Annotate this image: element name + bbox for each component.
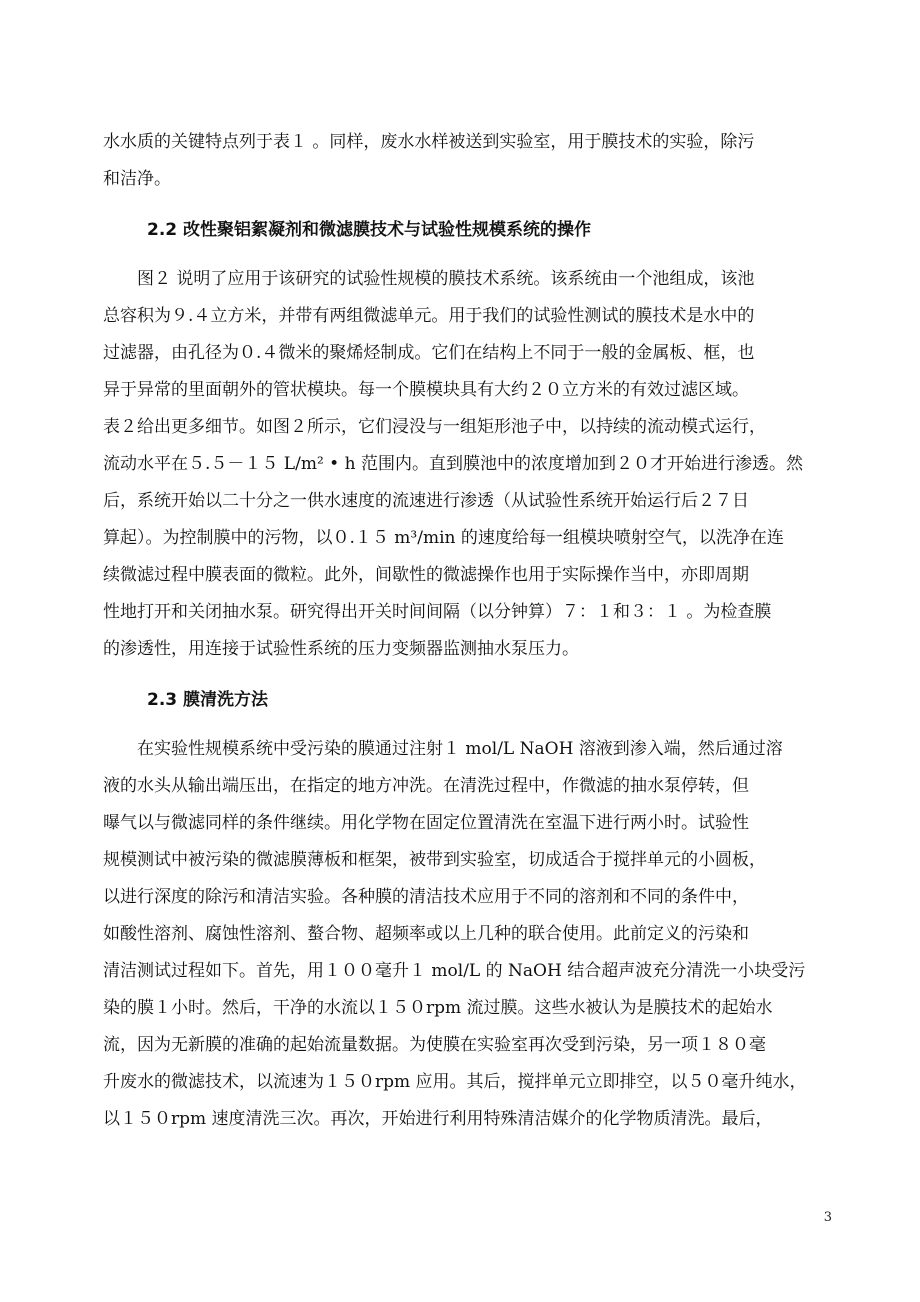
text-line: 算起）。为控制膜中的污物，以０.１５ m³/min 的速度给每一组模块喷射空气，以洗净在连 — [103, 528, 784, 548]
paragraph-3 — [103, 731, 833, 1138]
text-line: 的渗透性，用连接于试验性系统的压力变频器监测抽水泵压力。 — [103, 639, 579, 659]
text-line: 水水质的关键特点列于表１ 。同样，废水水样被送到实验室，用于膜技术的实验，除污 — [103, 132, 755, 152]
text-line: 规模测试中被污染的微滤膜薄板和框架，被带到实验室，切成适合于搅拌单元的小圆板， — [103, 850, 766, 870]
paragraph-2 — [103, 261, 833, 668]
text-line: 以进行深度的除污和清洁实验。各种膜的清洁技术应用于不同的溶剂和不同的条件中， — [103, 887, 749, 907]
section-heading-2-3: 2.3 膜清洗方法 — [147, 690, 269, 710]
text-line: 以１５０rpm 速度清洗三次。再次，开始进行利用特殊清洁媒介的化学物质清洗。最后， — [103, 1109, 773, 1129]
text-line: 曝气以与微滤同样的条件继续。用化学物在固定位置清洗在室温下进行两小时。试验性 — [103, 813, 749, 833]
text-line: 过滤器，由孔径为０.４微米的聚烯烃制成。它们在结构上不同于一般的金属板、框，也 — [103, 343, 755, 363]
text-line: 总容积为９.４立方米，并带有两组微滤单元。用于我们的试验性测试的膜技术是水中的 — [103, 306, 755, 326]
document-body — [103, 124, 833, 1138]
text-line: 液的水头从输出端压出，在指定的地方冲洗。在清洗过程中，作微滤的抽水泵停转，但 — [103, 776, 749, 796]
text-line: 续微滤过程中膜表面的微粒。此外，间歇性的微滤操作也用于实际操作当中，亦即周期 — [103, 565, 749, 585]
page-number: 3 — [823, 1210, 832, 1225]
section-heading-2-2: 2.2 改性聚铝絮凝剂和微滤膜技术与试验性规模系统的操作 — [147, 220, 592, 240]
paragraph-1 — [103, 124, 833, 198]
text-line: 图２ 说明了应用于该研究的试验性规模的膜技术系统。该系统由一个池组成，该池 — [137, 269, 755, 289]
text-line: 后，系统开始以二十分之一供水速度的流速进行渗透（从试验性系统开始运行后２７日 — [103, 491, 749, 511]
text-line: 清洁测试过程如下。首先，用１００毫升１ mol/L 的 NaOH 结合超声波充分清洗一小块受污 — [103, 961, 806, 981]
text-line: 染的膜１小时。然后，干净的水流以１５０rpm 流过膜。这些水被认为是膜技术的起始水 — [103, 998, 773, 1018]
text-line: 如酸性溶剂、腐蚀性溶剂、螯合物、超频率或以上几种的联合使用。此前定义的污染和 — [103, 924, 749, 944]
text-line: 表２给出更多细节。如图２所示，它们浸没与一组矩形池子中，以持续的流动模式运行， — [103, 417, 766, 437]
text-line: 性地打开和关闭抽水泵。研究得出开关时间间隔（以分钟算）７：１和３：１ 。为检查膜 — [103, 602, 772, 622]
text-line: 流，因为无新膜的准确的起始流量数据。为使膜在实验室再次受到污染，另一项１８０毫 — [103, 1035, 766, 1055]
text-line: 在实验性规模系统中受污染的膜通过注射１ mol/L NaOH 溶液到渗入端，然后通过溶 — [137, 739, 783, 759]
text-line: 和洁净。 — [103, 169, 171, 189]
text-line: 流动水平在５.５－１５ L/m² • h 范围内。直到膜池中的浓度增加到２０才开始进行渗透。然 — [103, 454, 803, 474]
text-line: 异于异常的里面朝外的管状模块。每一个膜模块具有大约２０立方米的有效过滤区域。 — [103, 380, 749, 400]
text-line: 升废水的微滤技术，以流速为１５０rpm 应用。其后，搅拌单元立即排空，以５０毫升纯水， — [103, 1072, 807, 1092]
